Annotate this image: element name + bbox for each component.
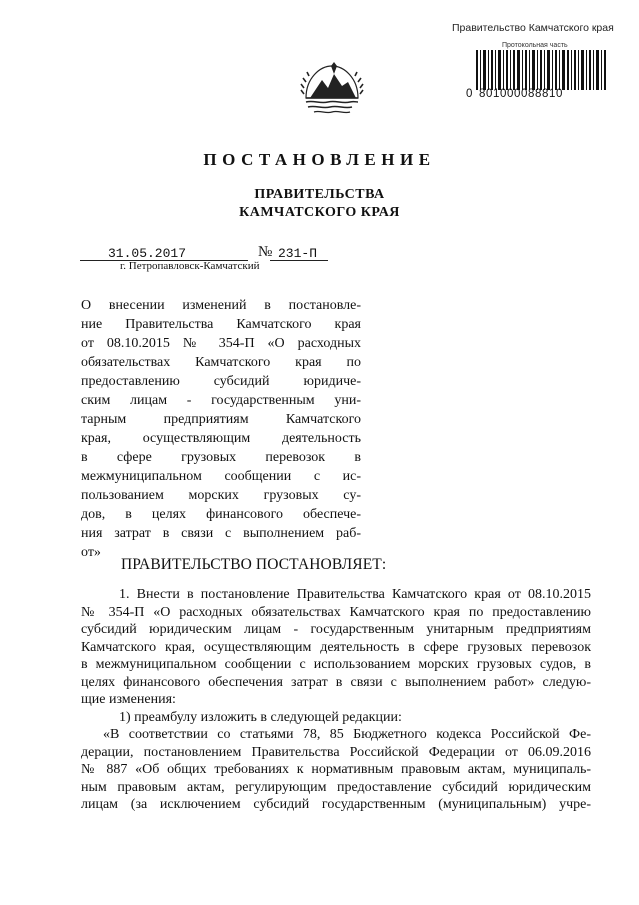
subject-line: края, осуществляющим деятельность: [81, 431, 361, 446]
body-line: щие изменения:: [81, 692, 176, 707]
subject-line: ния затрат в связи с выполнением раб-: [81, 526, 361, 541]
kamchatka-emblem-icon: [300, 58, 364, 120]
body-line: лицам (за исключением субсидий государственным (муниципальным) учре-: [81, 797, 591, 812]
subject-line: от 08.10.2015 № 354-П «О расходных: [81, 336, 361, 351]
document-body: [81, 586, 591, 814]
stamp-part-label: Протокольная часть: [502, 42, 568, 49]
decree-heading: ПРАВИТЕЛЬСТВО ПОСТАНОВЛЯЕТ:: [121, 556, 387, 573]
subject-line: межмуниципальном сообщении с ис-: [81, 469, 361, 484]
barcode: [476, 50, 608, 90]
document-title: ПОСТАНОВЛЕНИЕ: [203, 150, 436, 169]
number-sign: №: [258, 244, 273, 260]
body-line: целях финансового обеспечения затрат в связи с выполнением работ» следую-: [81, 674, 591, 690]
body-line: в межмуниципальном сообщении с использованием морских грузовых судов, в: [81, 657, 591, 672]
body-line: «В соответствии со статьями 78, 85 Бюджетного кодекса Российской Фе-: [103, 727, 591, 742]
document-number: 231-П: [278, 246, 318, 261]
subject-line: предоставлению субсидий юридиче-: [81, 374, 361, 389]
issuer-line-2: КАМЧАТСКОГО КРАЯ: [239, 205, 400, 220]
body-line: 1. Внести в постановление Правительства Камчатского края от 08.10.2015: [119, 587, 591, 602]
body-line: 1) преамбулу изложить в следующей редакции:: [119, 709, 402, 725]
body-line: дерации, постановлением Правительства Российской Федерации от 06.09.2016: [81, 744, 591, 760]
subject-line: обязательствах Камчатского края по: [81, 355, 361, 370]
body-line: субсидий юридическим лицам - государственным унитарным предприятиям: [81, 622, 591, 637]
subject-line: дов, в целях финансового обеспече-: [81, 507, 361, 522]
stamp-organization: Правительство Камчатского края: [452, 22, 614, 34]
city-label: г. Петропавловск-Камчатский: [120, 260, 260, 272]
subject-line: ние Правительства Камчатского края: [81, 317, 361, 332]
body-line: ным правовым актам, регулирующим предоставление субсидий юридическим: [81, 779, 591, 795]
subject-line: пользованием морских грузовых су-: [81, 488, 361, 503]
document-subject: [81, 296, 361, 562]
barcode-digits: 801000088810: [479, 88, 563, 100]
barcode-digit-lead: 0: [466, 88, 473, 100]
number-underline: [270, 260, 328, 261]
subject-line: от»: [81, 545, 101, 560]
document-date: 31.05.2017: [108, 246, 187, 261]
body-line: № 354-П «О расходных обязательствах Камчатского края по предоставлению: [81, 604, 591, 620]
body-line: Камчатского края, осуществляющим деятельность в сфере грузовых перевозок: [81, 639, 591, 655]
barcode-number: [466, 88, 563, 100]
subject-line: О внесении изменений в постановле-: [81, 298, 361, 313]
subject-line: в сфере грузовых перевозок в: [81, 450, 361, 465]
body-line: № 887 «Об общих требованиях к нормативным правовым актам, муниципаль-: [81, 762, 591, 777]
subject-line: тарным предприятиям Камчатского: [81, 412, 361, 427]
subject-line: ским лицам - государственным уни-: [81, 393, 361, 408]
issuer-line-1: ПРАВИТЕЛЬСТВА: [254, 187, 385, 202]
